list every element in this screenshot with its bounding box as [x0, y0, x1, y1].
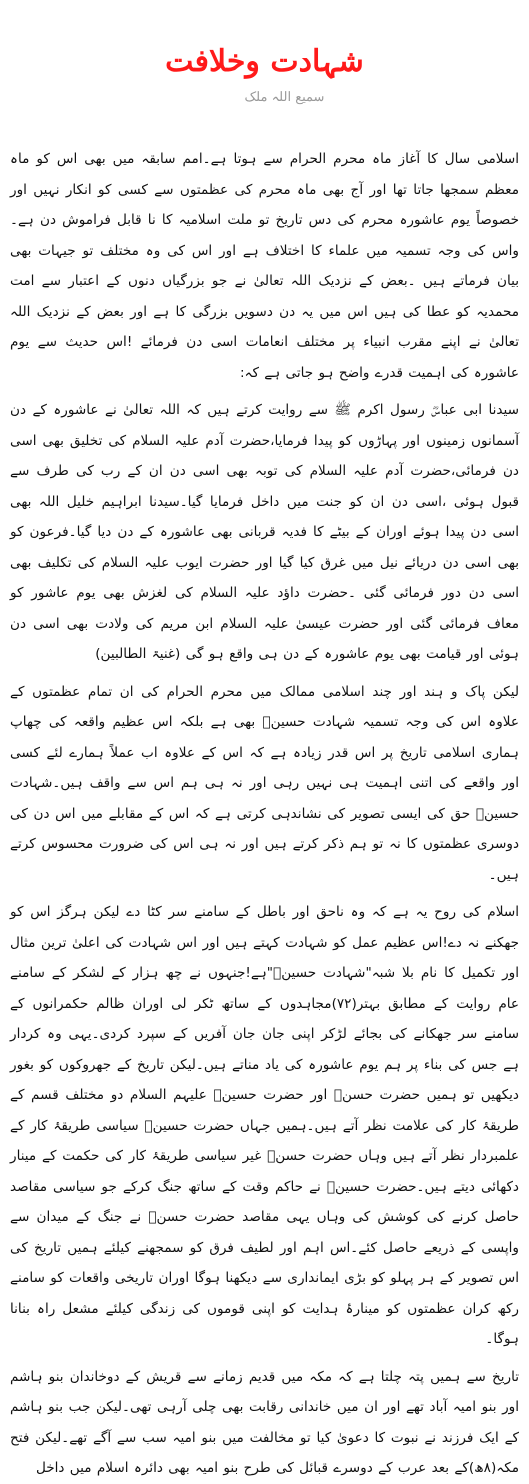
article-body	[10, 144, 519, 1484]
paragraph-1: اسلامی سال کا آغاز ماہ محرم الحرام سے ہوتا ہے۔امم سابقہ میں بھی اس کو ماہ معظم سمجھا جاتا تھا اور آج بھی ماہ محرم کی عظمتوں سے کسی کو انکار نہیں اور خصوصاً یوم عاشورہ محرم کی دس تاریخ تو ملت اسلامیہ کا نا قابل فراموش دن ہے۔ واس کی وجہ تسمیہ میں علماء کا اختلاف ہے اور اس کی وہ مختلف تو جیہات بھی بیان فرماتے ہیں ۔بعض کے نزدیک اللہ تعالیٰ نے جو بزرگیاں دنوں کے اعتبار سے امت محمدیہ کو عطا کی ہیں اس میں یہ دن دسویں بزرگی کا ہے اور بعض کے نزدیک اللہ تعالیٰ نے اپنے مقرب انبیاء پر مختلف انعامات اسی دن فرمائے !اس حدیث سے یوم عاشورہ کی اہمیت قدرے واضح ہو جاتی ہے کہ:	[10, 151, 519, 381]
paragraph-3: لیکن پاک و ہند اور چند اسلامی ممالک میں محرم الحرام کی ان تمام عظمتوں کے علاوہ اس کی وجہ تسمیہ شہادت حسینؓ بھی ہے بلکہ اس عظیم واقعہ کی چھاپ ہماری اسلامی تاریخ پر اس قدر زیادہ ہے کہ اس کے علاوہ اب عملاً ہمارے لئے کسی اور واقعے کی اتنی اہمیت ہی نہیں رہی اور نہ ہی ہم اس سے واقف ہیں۔شہادت حسینؓ حق کی ایسی تصویر کی نشاندہی کرتی ہے کہ اس کے مقابلے میں اس دن کی دوسری عظمتوں کا نہ تو ہم ذکر کرتے ہیں اور نہ ہی اس کی ضرورت محسوس کرتے ہیں۔	[10, 683, 519, 883]
article-title: شہادت وخلافت	[165, 44, 364, 79]
paragraph-5: تاریخ سے ہمیں پتہ چلتا ہے کہ مکہ میں قدیم زمانے سے قریش کے دوخاندان بنو ہاشم اور بنو امیہ آباد تھے اور ان میں خاندانی رقابت بھی چلی آرہی تھی۔لیکن جب بنو ہاشم کے ایک فرزند نے نبوت کا دعویٰ کیا تو مخالفت میں بنو امیہ سب سے آگے تھے۔لیکن فتح مکہ(۸ھ)کے بعد عرب کے دوسرے قبائل کی طرح بنو امیہ بھی دائرہ اسلام میں داخل	[10, 1368, 519, 1476]
paragraph-2: سیدنا ابی عباسؓ رسول اکرم ﷺ سے روایت کرتے ہیں کہ اللہ تعالیٰ نے عاشورہ کے دن آسمانوں زمینوں اور پہاڑوں کو پیدا فرمایا،حضرت آدم علیہ السلام کی تخلیق بھی اسی دن فرمائی،حضرت آدم علیہ السلام کی توبہ بھی اسی دن ان کے رب کی طرف سے قبول ہوئی ،اسی دن ان کو جنت میں داخل فرمایا گیا۔سیدنا ابراہیم خلیل اللہ بھی اسی دن پیدا ہوئے اوران کے بیٹے کا فدیہ قربانی بھی عاشورہ کے دن دیا گیا۔فرعون کو بھی اسی دن دریائے نیل میں غرق کیا گیا اور حضرت ایوب علیہ السلام کی تکلیف بھی اسی دن دور فرمائی گئی ۔حضرت داؤد علیہ السلام کی لغزش بھی یوم عاشور کو معاف فرمائی گئی اور حضرت عیسیٰ علیہ السلام ابن مریم کی ولادت بھی اسی دن ہوئی اور قیامت بھی یوم عاشورہ کے دن ہی واقع ہو گی (غنیۃ الطالبین)	[10, 402, 519, 662]
paragraph-4: اسلام کی روح یہ ہے کہ وہ ناحق اور باطل کے سامنے سر کٹا دے لیکن ہرگز اس کو جھکنے نہ دے!اس عظیم عمل کو شہادت کہتے ہیں اور اس شہادت کی اعلیٰ ترین مثال اور تکمیل کا نام بلا شبہ"شہادت حسینؓ"ہے!جنہوں نے چھ ہزار کے لشکر کے سامنے عام روایت کے مطابق بہتر(۷۲)مجاہدوں کے ساتھ ٹکر لی اوران ظالم حکمرانوں کے سامنے سر جھکانے کی بجائے لڑکر اپنی جان جان آفریں کے سپرد کردی۔یہی وہ کردار ہے جس کی بناء پر ہم یوم عاشورہ کی یاد مناتے ہیں۔لیکن تاریخ کے جھروکوں کو بغور دیکھیں تو ہمیں حضرت حسنؓ اور حضرت حسینؓ علیہم السلام دو مختلف قسم کے طریقۂ کار کی علامت نظر آتے ہیں۔ہمیں جہاں حضرت حسینؓ سیاسی طریقۂ کار کے علمبردار نظر آتے ہیں وہاں حضرت حسنؓ غیر سیاسی طریقۂ کار کی حکمت کے مینار دکھائی دیتے ہیں۔حضرت حسینؓ نے حاکم وقت کے ساتھ جنگ کرکے جو سیاسی مقاصد حاصل کرنے کی کوشش کی وہاں یہی مقاصد حضرت حسنؓ نے جنگ کے میدان سے واپسی کے ذریعے حاصل کئے۔اس اہم اور لطیف فرق کو سمجھنے کیلئے ہمیں تاریخ کی اس تصویر کے ہر پہلو کو بڑی ایمانداری سے دیکھنا ہوگا اوران تاریخی واقعات کو سامنے رکھ کران عظمتوں کو مینارۂ ہدایت کو اپنی قوموں کی زندگی کیلئے مشعل راہ بنانا ہوگا۔	[10, 904, 519, 1347]
article-author: سمیع اللہ ملک	[244, 90, 325, 105]
